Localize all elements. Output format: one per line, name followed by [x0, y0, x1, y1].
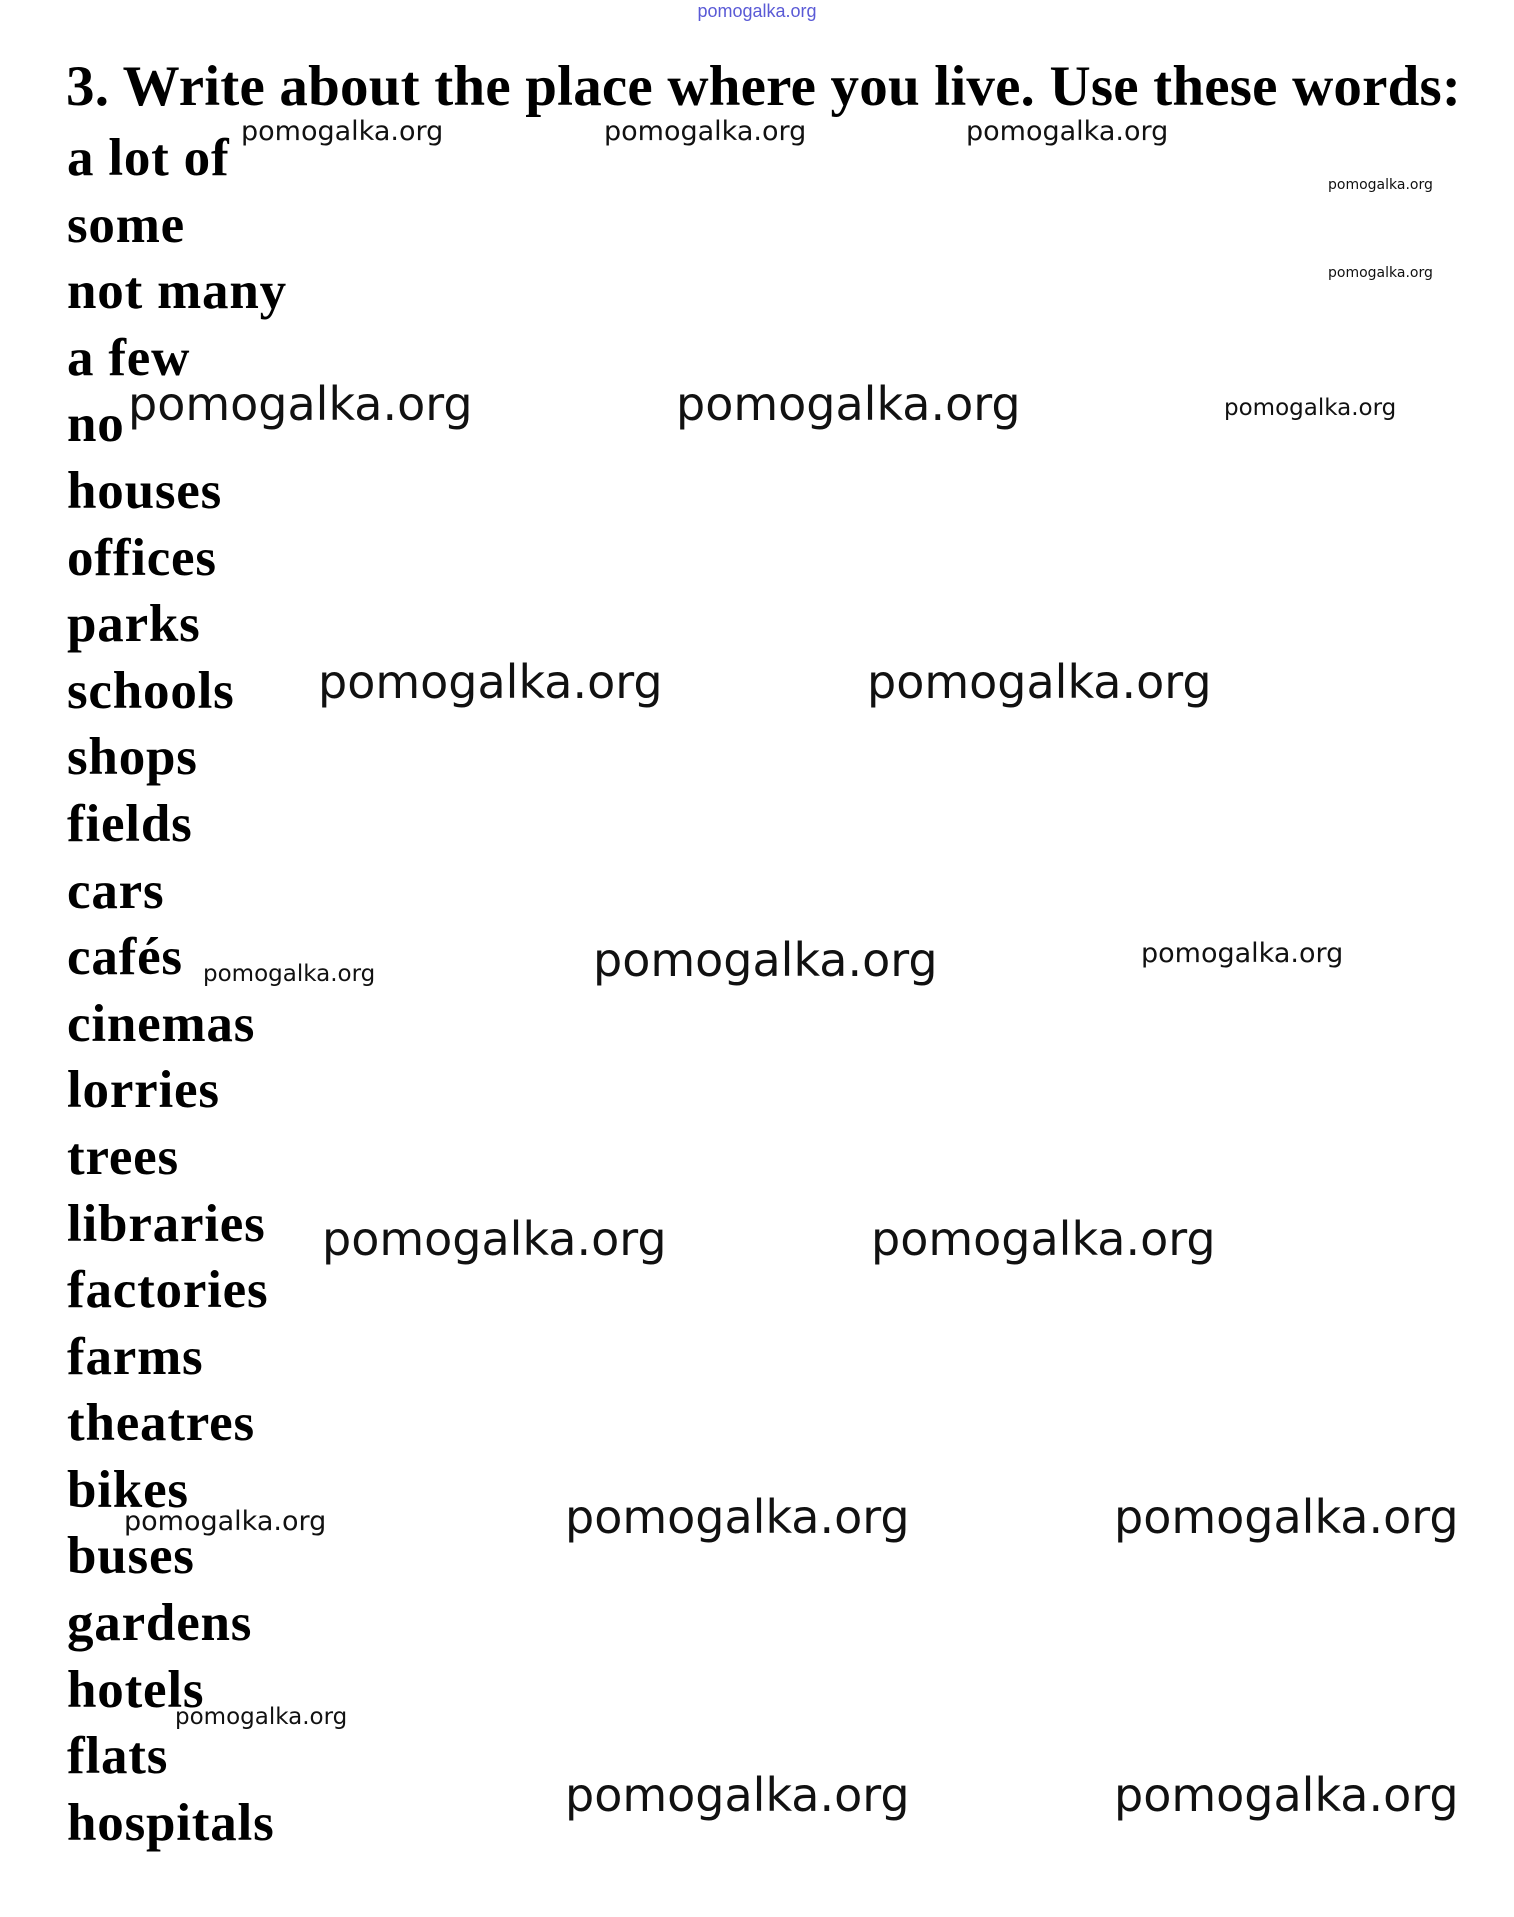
word-item: cafés [67, 928, 183, 987]
word-item: gardens [67, 1594, 253, 1653]
watermark: pomogalka.org [565, 1490, 910, 1544]
word-item: bikes [67, 1460, 189, 1519]
word-item: farms [67, 1327, 204, 1386]
watermark: pomogalka.org [175, 1704, 348, 1730]
word-item: cars [67, 861, 165, 920]
word-item: not many [67, 262, 287, 321]
word-item: schools [67, 661, 235, 720]
watermark: pomogalka.org [867, 655, 1212, 709]
watermark: pomogalka.org [966, 116, 1169, 147]
watermark: pomogalka.org [318, 655, 663, 709]
watermark: pomogalka.org [593, 933, 938, 987]
word-item: some [67, 195, 185, 254]
watermark: pomogalka.org [1328, 265, 1433, 281]
top-watermark: pomogalka.org [697, 1, 817, 21]
word-item: buses [67, 1527, 195, 1586]
watermark: pomogalka.org [676, 377, 1021, 431]
word-item: no [67, 395, 125, 454]
word-item: houses [67, 461, 223, 520]
word-item: hospitals [67, 1793, 275, 1852]
word-item: lorries [67, 1061, 220, 1120]
word-item: factories [67, 1261, 269, 1320]
watermark: pomogalka.org [1141, 938, 1344, 969]
watermark: pomogalka.org [124, 1506, 327, 1537]
word-item: cinemas [67, 994, 256, 1053]
word-item: trees [67, 1127, 179, 1186]
watermark: pomogalka.org [871, 1212, 1216, 1266]
watermark: pomogalka.org [604, 116, 807, 147]
word-item: a lot of [67, 129, 230, 187]
watermark: pomogalka.org [322, 1212, 667, 1266]
watermark: pomogalka.org [1328, 177, 1433, 193]
watermark: pomogalka.org [241, 116, 444, 147]
watermark: pomogalka.org [128, 377, 473, 431]
word-item: parks [67, 595, 201, 654]
word-item: offices [67, 528, 217, 587]
word-item: libraries [67, 1194, 266, 1253]
word-item: theatres [67, 1394, 255, 1453]
exercise-heading: 3. Write about the place where you live. Use these words: [66, 55, 1462, 118]
watermark: pomogalka.org [203, 961, 376, 987]
watermark: pomogalka.org [1224, 395, 1397, 421]
watermark: pomogalka.org [565, 1768, 910, 1822]
word-item: fields [67, 794, 193, 853]
watermark: pomogalka.org [1114, 1490, 1459, 1544]
word-item: shops [67, 728, 198, 787]
word-item: flats [67, 1727, 169, 1786]
word-item: a few [67, 328, 191, 387]
word-item: hotels [67, 1660, 205, 1719]
watermark: pomogalka.org [1114, 1768, 1459, 1822]
